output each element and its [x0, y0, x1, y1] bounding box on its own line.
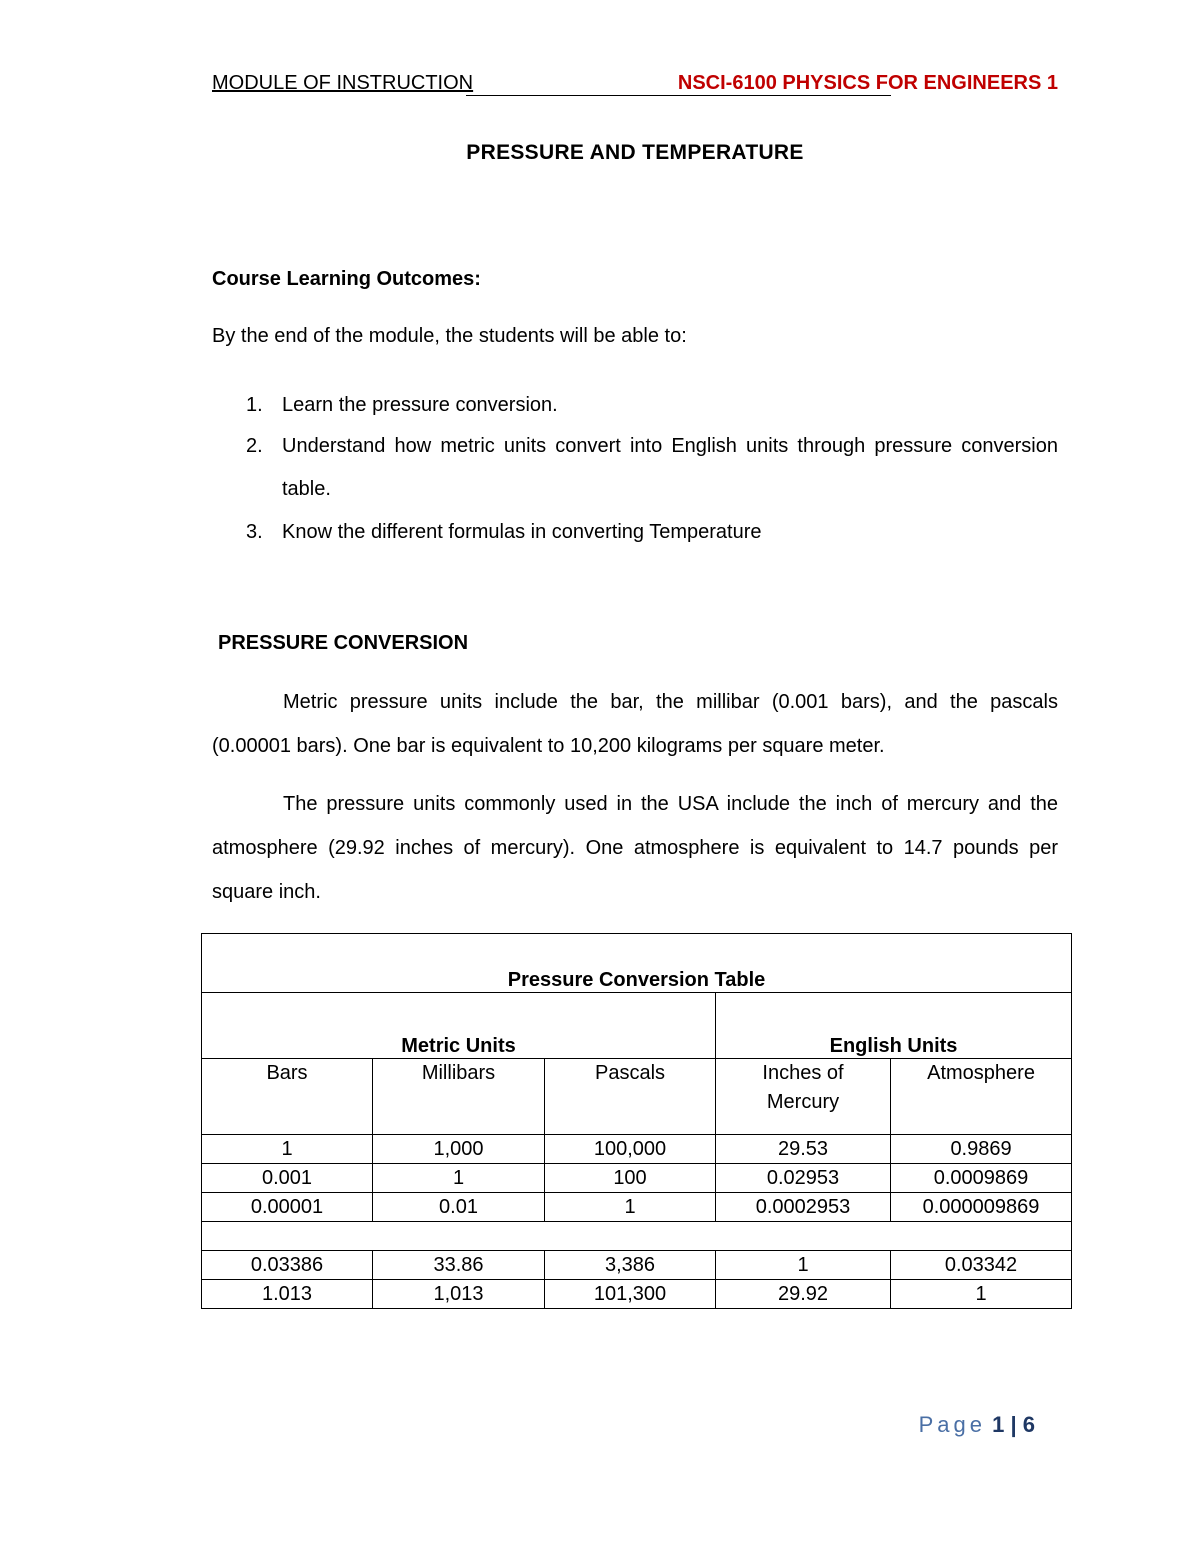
- section-heading-pressure-conversion: PRESSURE CONVERSION: [218, 632, 469, 654]
- list-item-number: 1.: [246, 394, 263, 416]
- table-row: [202, 1135, 1072, 1164]
- column-header-millibars: Millibars: [373, 1059, 545, 1135]
- page-footer: [919, 1412, 1035, 1438]
- list-item-number: 2.: [246, 435, 263, 457]
- column-header-inches-of-mercury-text: Inches of Mercury: [762, 1062, 844, 1113]
- outcomes-intro: By the end of the module, the students will be able to:: [212, 325, 687, 347]
- table-cell: 0.9869: [891, 1135, 1072, 1164]
- list-item-text: Know the different formulas in converting Temperature: [282, 521, 762, 543]
- list-item-text: Learn the pressure conversion.: [282, 394, 558, 416]
- table-cell: 100,000: [545, 1135, 716, 1164]
- table-cell: 1: [891, 1280, 1072, 1309]
- table-column-header-row: [202, 1059, 1072, 1135]
- outcomes-list: [212, 384, 1058, 554]
- pressure-conversion-table: [201, 933, 1072, 1309]
- list-item-text: Understand how metric units convert into English units through pressure conversion table.: [282, 435, 1058, 500]
- page-total: 6: [1022, 1412, 1035, 1437]
- table-cell: 101,300: [545, 1280, 716, 1309]
- table-group-row: [202, 993, 1072, 1059]
- table-blank-row: [202, 1222, 1072, 1251]
- paragraph-metric-units: Metric pressure units include the bar, the millibar (0.001 bars), and the pascals (0.00001 bars). One bar is equivalent to 10,200 kilograms per square meter.: [212, 691, 1058, 757]
- table-title: Pressure Conversion Table: [202, 934, 1072, 993]
- table-cell: 29.53: [716, 1135, 891, 1164]
- table-cell: 0.000009869: [891, 1193, 1072, 1222]
- page-label: Page: [918, 1412, 986, 1437]
- table-cell: 1,000: [373, 1135, 545, 1164]
- column-header-inches-of-mercury: [716, 1059, 891, 1135]
- column-header-atmosphere: Atmosphere: [891, 1059, 1072, 1135]
- table-cell: 0.0009869: [891, 1164, 1072, 1193]
- table-cell: 29.92: [716, 1280, 891, 1309]
- page-separator: |: [1010, 1412, 1017, 1437]
- table-title-row: [202, 934, 1072, 993]
- table-cell: 0.03342: [891, 1251, 1072, 1280]
- column-header-pascals: Pascals: [545, 1059, 716, 1135]
- table-cell: 33.86: [373, 1251, 545, 1280]
- page-header: [212, 72, 1058, 100]
- table-cell: 1: [202, 1135, 373, 1164]
- group-header-metric: Metric Units: [202, 993, 716, 1059]
- paragraph-english-units: The pressure units commonly used in the USA include the inch of mercury and the atmosphere (29.92 inches of mercury). One atmosphere is equivalent to 14.7 pounds per square inch.: [212, 793, 1058, 903]
- list-item-number: 3.: [246, 521, 263, 543]
- table-cell: 3,386: [545, 1251, 716, 1280]
- table-cell: 100: [545, 1164, 716, 1193]
- page-title: PRESSURE AND TEMPERATURE: [466, 141, 804, 164]
- table-cell: 0.0002953: [716, 1193, 891, 1222]
- header-course-label: NSCI-6100 PHYSICS FOR ENGINEERS 1: [677, 72, 1058, 94]
- list-item: [212, 425, 1058, 511]
- list-item: [212, 384, 1058, 427]
- table-cell: 0.01: [373, 1193, 545, 1222]
- header-module-label: MODULE OF INSTRUCTION: [212, 72, 474, 94]
- outcomes-heading: Course Learning Outcomes:: [212, 268, 481, 290]
- table-cell: 1: [373, 1164, 545, 1193]
- table-cell: 1: [545, 1193, 716, 1222]
- table-cell: 0.00001: [202, 1193, 373, 1222]
- table-row: [202, 1164, 1072, 1193]
- table-cell: 0.001: [202, 1164, 373, 1193]
- table-row: [202, 1251, 1072, 1280]
- table-cell: 0.03386: [202, 1251, 373, 1280]
- table-cell: 1.013: [202, 1280, 373, 1309]
- group-header-english: English Units: [716, 993, 1072, 1059]
- page-number: 1: [992, 1412, 1005, 1437]
- table-cell: 1,013: [373, 1280, 545, 1309]
- table-cell: 0.02953: [716, 1164, 891, 1193]
- table-row: [202, 1193, 1072, 1222]
- list-item: [212, 511, 1058, 554]
- table-row: [202, 1280, 1072, 1309]
- column-header-bars: Bars: [202, 1059, 373, 1135]
- table-cell: 1: [716, 1251, 891, 1280]
- table-blank-cell: [202, 1222, 1072, 1251]
- header-rule: [466, 95, 891, 96]
